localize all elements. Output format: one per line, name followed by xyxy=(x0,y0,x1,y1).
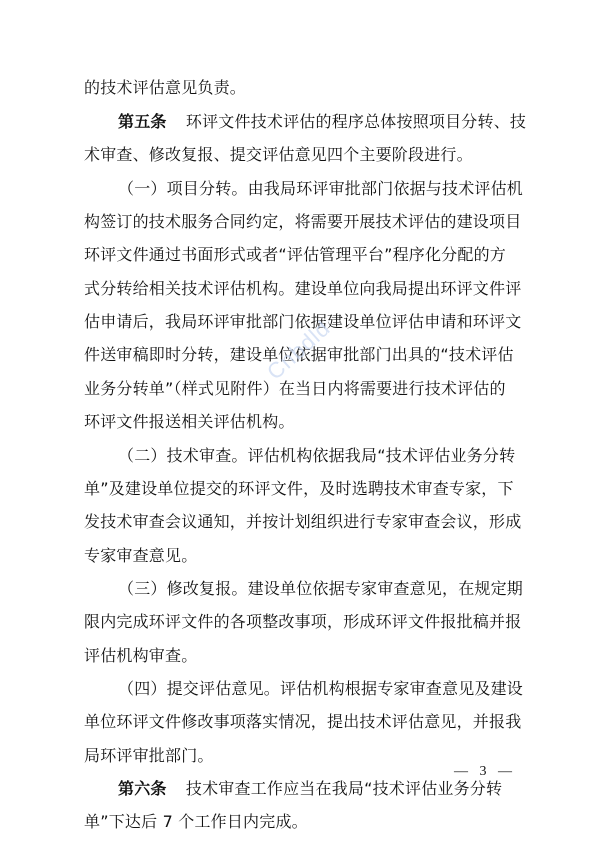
article-5-line xyxy=(118,112,527,132)
text-line: 局环评审批部门。 xyxy=(84,746,214,765)
text-line: 单”下达后 7 个工作日内完成。 xyxy=(84,812,308,831)
text-line: 业务分转单”（样式见附件）在当日内将需要进行技术评估的 xyxy=(84,379,506,398)
article-5-heading: 第五条 xyxy=(118,112,167,131)
text-line: 单”及建设单位提交的环评文件，及时选聘技术审查专家，下 xyxy=(84,479,514,498)
text-line: （四）提交评估意见。评估机构根据专家审查意见及建设 xyxy=(118,679,524,698)
text-line: 构签订的技术服务合同约定，将需要开展技术评估的建设项目 xyxy=(84,212,522,231)
text-line: （二）技术审查。评估机构依据我局“技术评估业务分转 xyxy=(118,446,516,465)
text-line: 评估机构审查。 xyxy=(84,646,198,665)
text-line: （三）修改复报。建设单位依据专家审查意见，在规定期 xyxy=(118,579,524,598)
text-line: 单位环评文件修改事项落实情况，提出技术评估意见，并报我 xyxy=(84,712,522,731)
article-5-text: 环评文件技术评估的程序总体按照项目分转、技 xyxy=(185,112,527,131)
article-6-line xyxy=(118,779,516,799)
text-line: 术审查、修改复报、提交评估意见四个主要阶段进行。 xyxy=(84,145,473,164)
text-line: 限内完成环评文件的各项整改事项，形成环评文件报批稿并报 xyxy=(84,612,522,631)
text-line: （一）项目分转。由我局环评审批部门依据与技术评估机 xyxy=(118,179,524,198)
page-number: — 3 — xyxy=(454,764,516,779)
text-line: 专家审查意见。 xyxy=(84,546,198,565)
text-line: 件送审稿即时分转，建设单位依据审批部门出具的“技术评估 xyxy=(84,345,514,364)
text-line: 环评文件通过书面形式或者“评估管理平台”程序化分配的方 xyxy=(84,245,506,264)
text-line: 式分转给相关技术评估机构。建设单位向我局提出环评文件评 xyxy=(84,279,522,298)
text-line: 环评文件报送相关评估机构。 xyxy=(84,412,295,431)
article-6-text: 技术审查工作应当在我局“技术评估业务分转 xyxy=(185,779,503,798)
text-line: 的技术评估意见负责。 xyxy=(84,78,247,97)
text-line: 发技术审查会议通知，并按计划组织进行专家审查会议，形成 xyxy=(84,512,522,531)
article-6-heading: 第六条 xyxy=(118,779,167,798)
text-line: 估申请后，我局环评审批部门依据建设单位评估申请和环评文 xyxy=(84,312,522,331)
watermark: Cnbdld xyxy=(262,315,335,385)
